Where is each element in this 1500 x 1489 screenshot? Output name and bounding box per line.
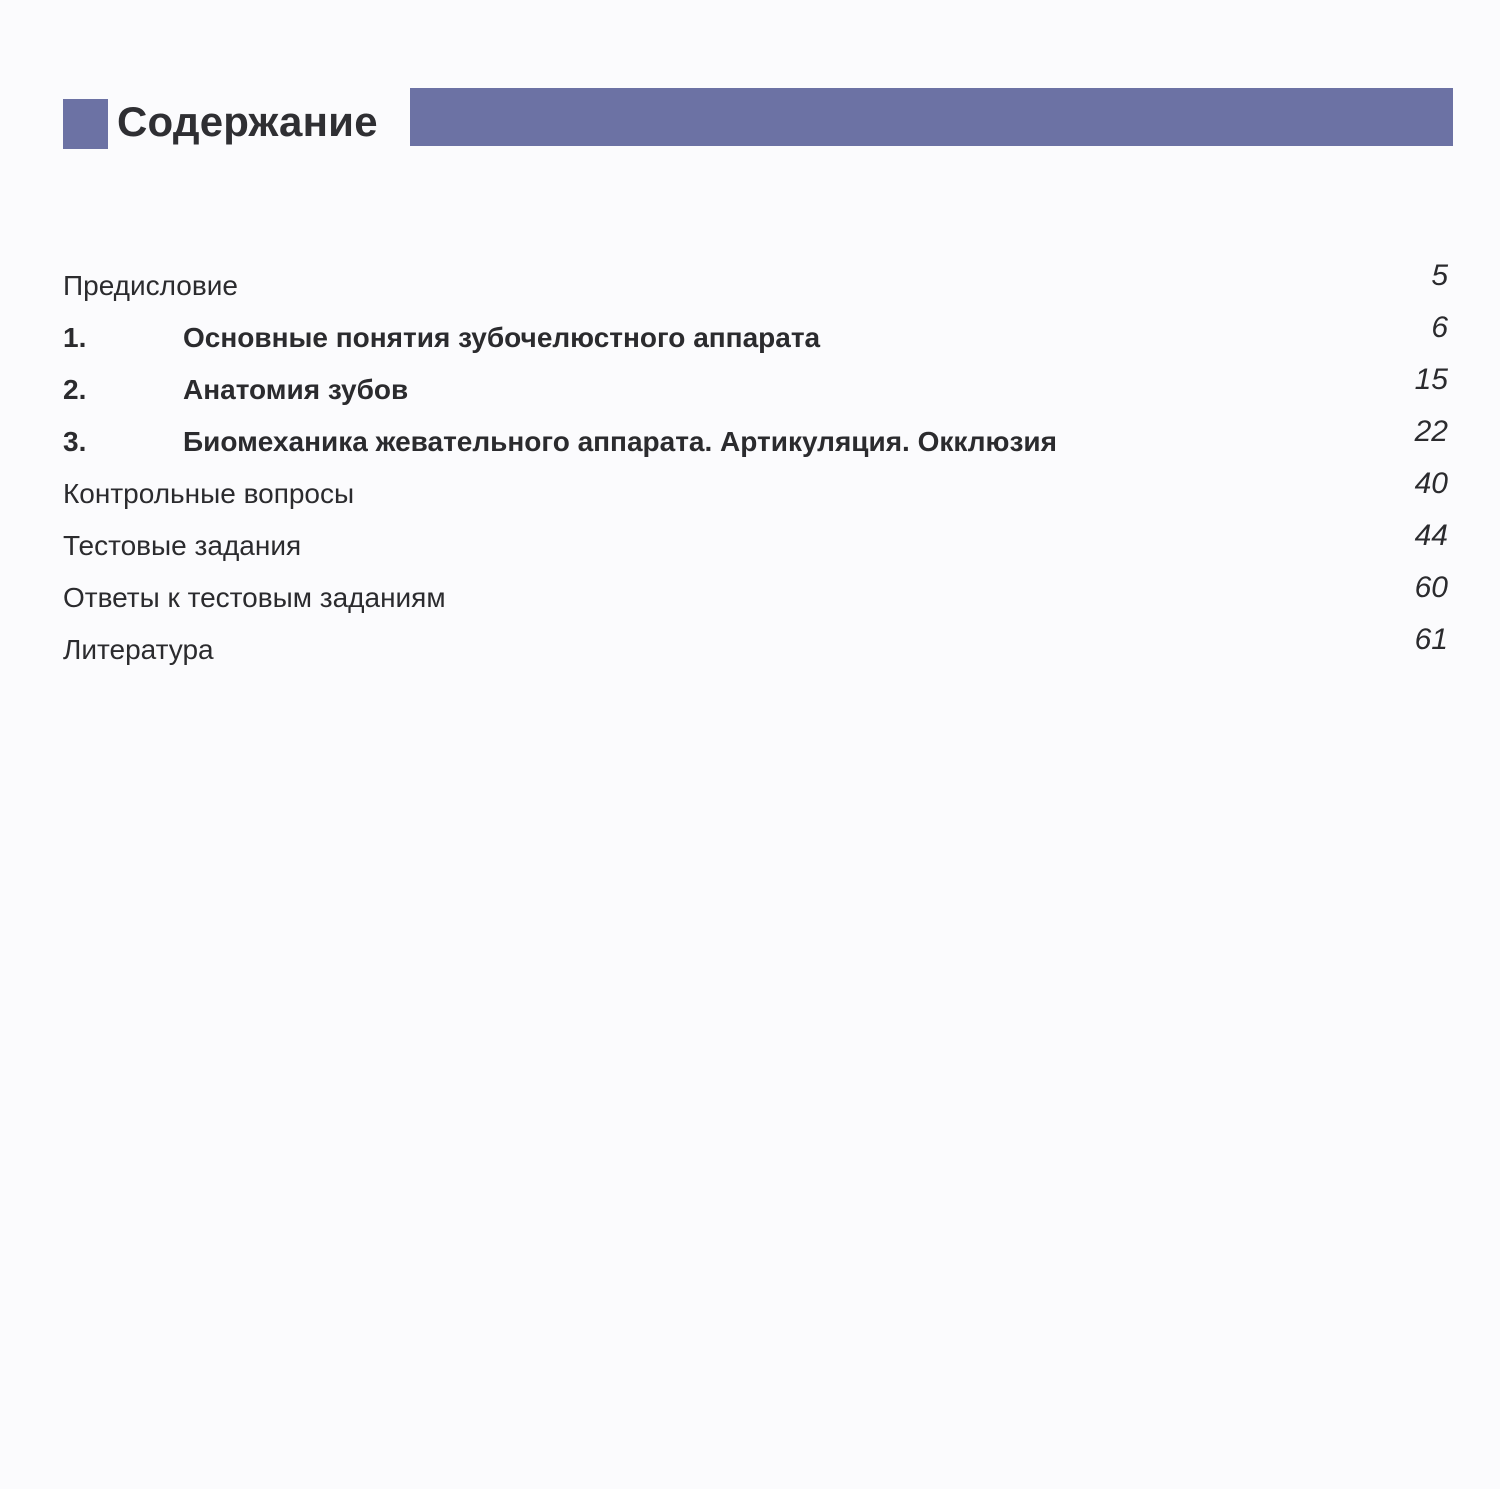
page-title: Содержание <box>117 98 378 145</box>
toc-entry-page: 40 <box>1414 467 1448 500</box>
toc-entry-references[interactable] <box>63 620 1448 672</box>
toc-heading <box>63 88 1453 152</box>
toc-entry-review-questions[interactable] <box>63 464 1448 516</box>
toc-entry-number: 2. <box>63 374 87 405</box>
toc-entry-chapter-3[interactable] <box>63 412 1448 464</box>
toc-entry-preface[interactable] <box>63 256 1448 308</box>
toc-entry-page: 6 <box>1431 311 1448 344</box>
toc-entry-title: Контрольные вопросы <box>63 478 355 509</box>
toc-entry-title: Основные понятия зубочелюстного аппарата <box>183 322 821 353</box>
toc-entry-number: 3. <box>63 426 87 457</box>
toc-entry-page: 60 <box>1414 571 1448 604</box>
toc-entry-page: 5 <box>1431 259 1448 292</box>
heading-accent-square <box>63 99 108 149</box>
toc-entry-title: Тестовые задания <box>63 530 302 561</box>
toc-entry-chapter-2[interactable] <box>63 360 1448 412</box>
toc-entry-page: 61 <box>1414 623 1448 656</box>
toc-entry-test-answers[interactable] <box>63 568 1448 620</box>
toc-entry-title: Литература <box>63 634 214 665</box>
toc-entry-test-tasks[interactable] <box>63 516 1448 568</box>
toc-entry-title: Ответы к тестовым заданиям <box>63 582 446 613</box>
toc-entry-page: 44 <box>1414 519 1448 552</box>
toc-entry-page: 22 <box>1414 415 1448 448</box>
toc-entry-number: 1. <box>63 322 87 353</box>
heading-accent-bar <box>410 88 1453 146</box>
toc-entry-chapter-1[interactable] <box>63 308 1448 360</box>
table-of-contents <box>63 256 1448 672</box>
toc-entry-title: Биомеханика жевательного аппарата. Артикуляция. Окклюзия <box>183 426 1057 457</box>
toc-entry-page: 15 <box>1414 363 1448 396</box>
toc-entry-title: Анатомия зубов <box>183 374 409 405</box>
toc-entry-title: Предисловие <box>63 270 238 301</box>
